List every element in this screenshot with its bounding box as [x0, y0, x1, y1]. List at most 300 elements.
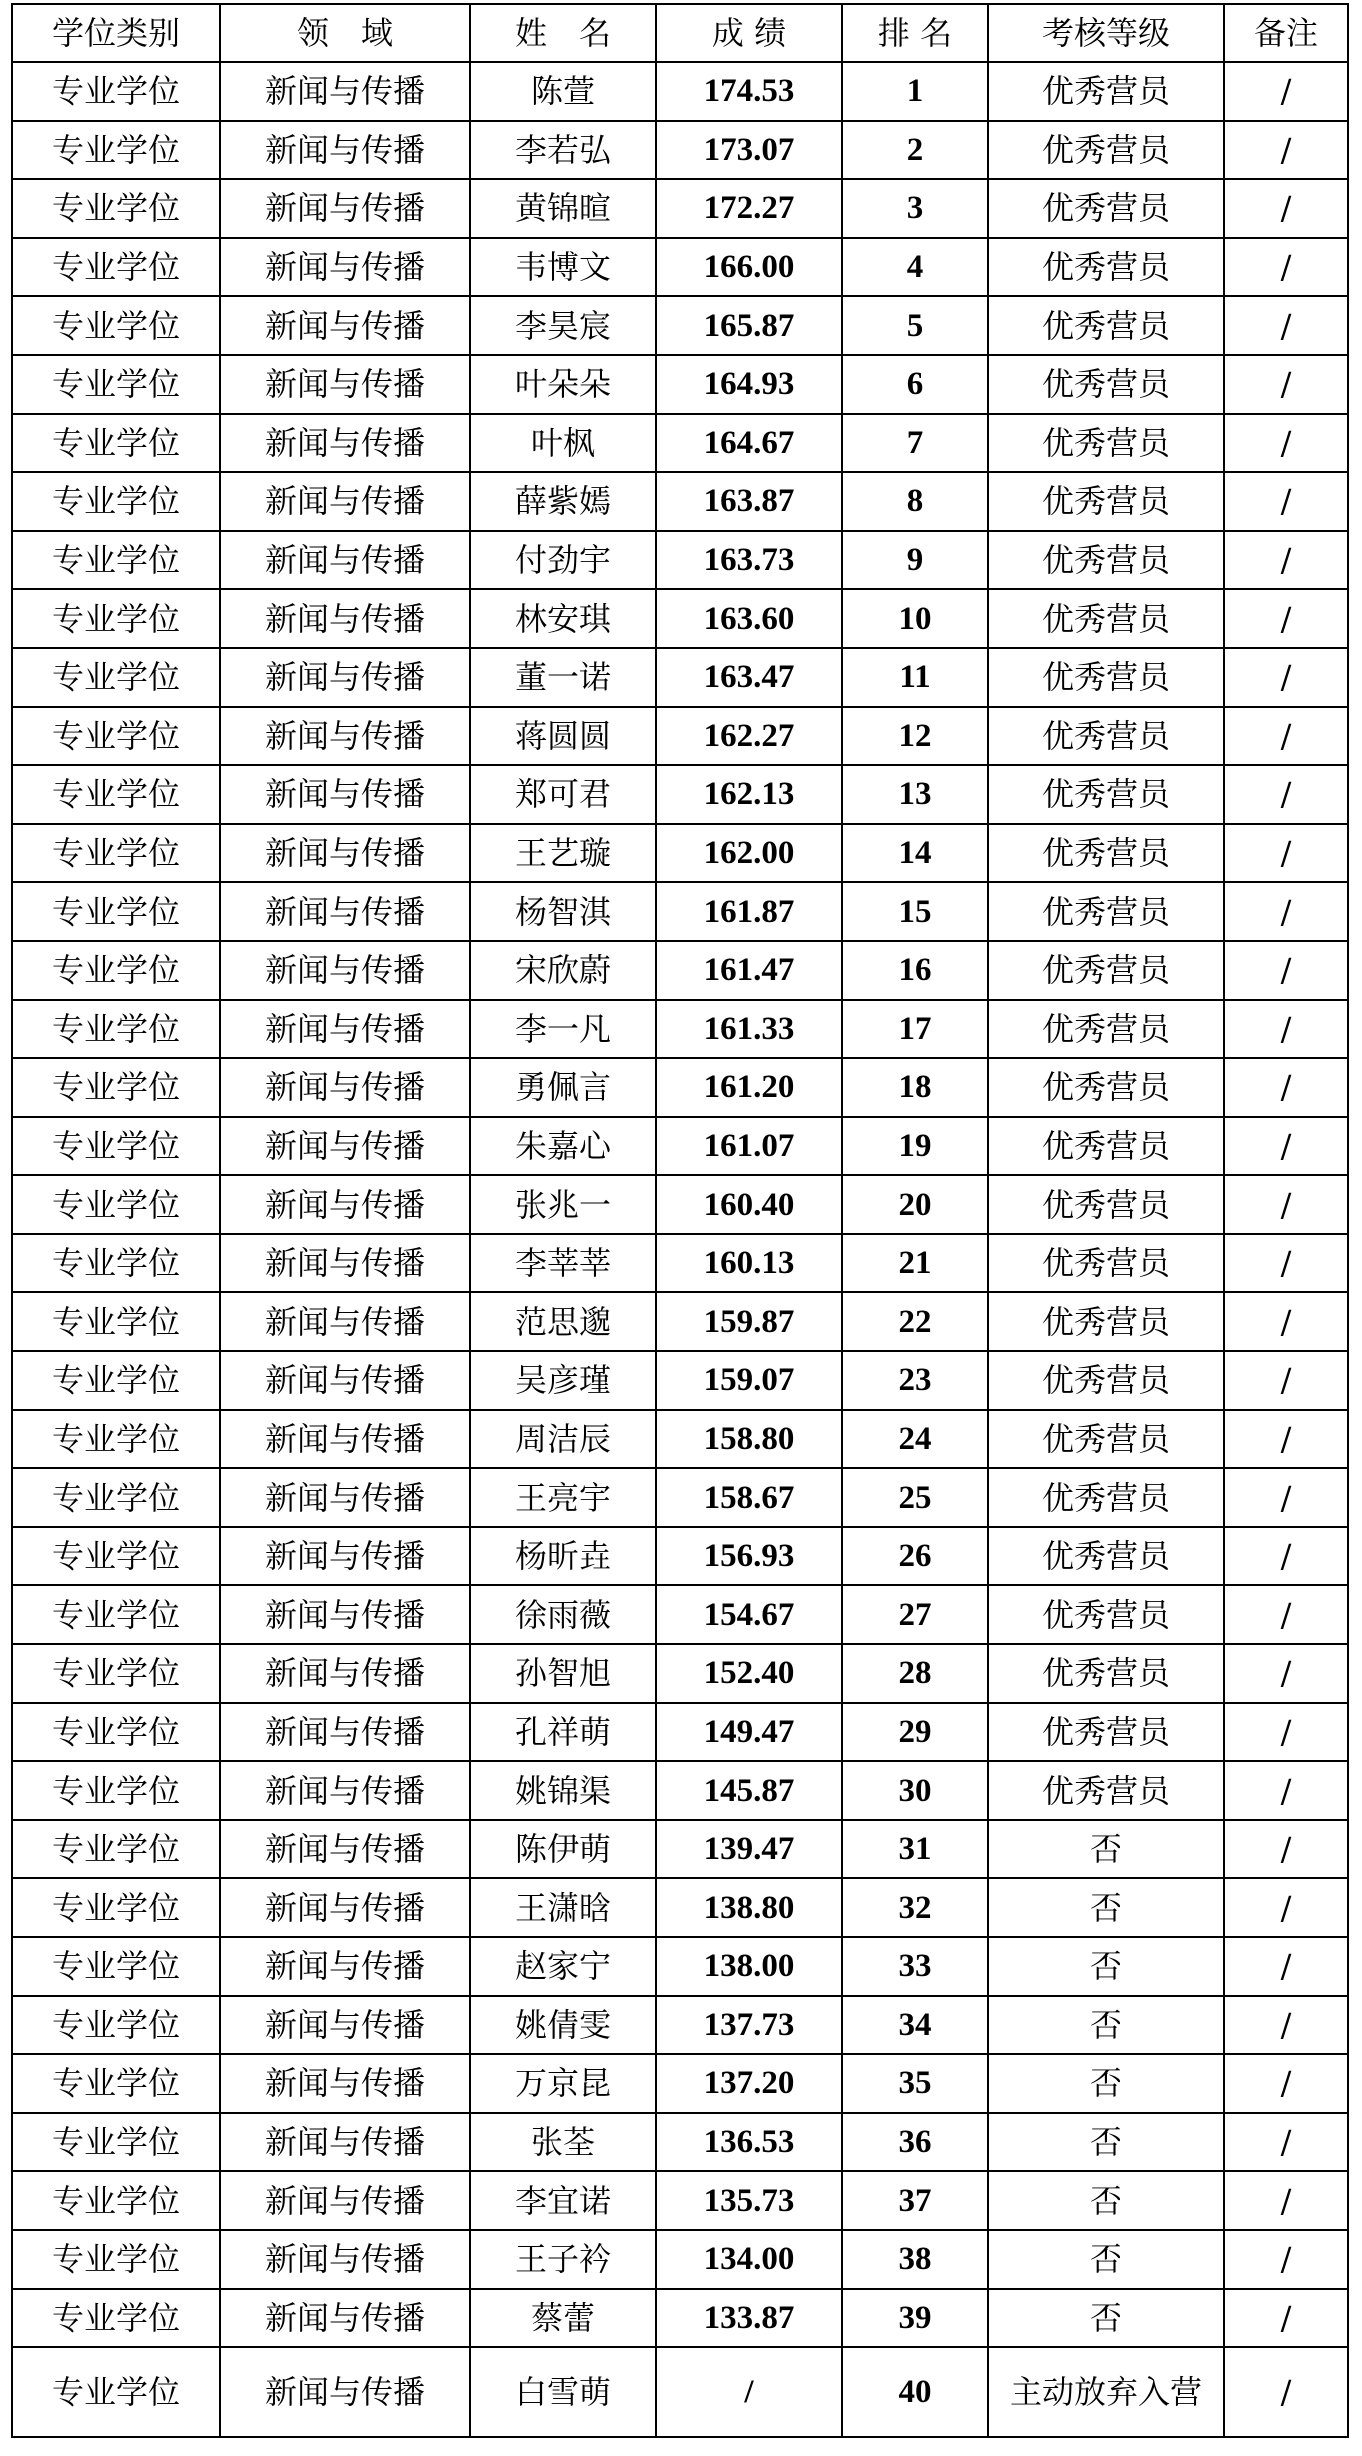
table-row: [12, 1878, 1348, 1937]
table-row: [12, 2289, 1348, 2348]
cell-rank: 30: [842, 1761, 988, 1820]
cell-note: /: [1224, 355, 1348, 414]
cell-name: 郑可君: [470, 765, 656, 824]
cell-field: 新闻与传播: [220, 1703, 470, 1762]
cell-note: /: [1224, 1996, 1348, 2055]
table-row: [12, 1937, 1348, 1996]
cell-score: 163.60: [656, 589, 842, 648]
cell-grade: 优秀营员: [988, 472, 1224, 531]
cell-rank: 34: [842, 1996, 988, 2055]
cell-rank: 1: [842, 62, 988, 121]
cell-note: /: [1224, 472, 1348, 531]
cell-score: 134.00: [656, 2230, 842, 2289]
cell-grade: 优秀营员: [988, 238, 1224, 297]
cell-rank: 31: [842, 1820, 988, 1879]
cell-rank: 6: [842, 355, 988, 414]
cell-note: /: [1224, 1644, 1348, 1703]
cell-note: /: [1224, 296, 1348, 355]
cell-field: 新闻与传播: [220, 355, 470, 414]
cell-field: 新闻与传播: [220, 179, 470, 238]
cell-score: 162.27: [656, 707, 842, 766]
table-row: [12, 1703, 1348, 1762]
cell-degree-type: 专业学位: [12, 1000, 220, 1059]
cell-score: 161.20: [656, 1058, 842, 1117]
cell-rank: 13: [842, 765, 988, 824]
cell-field: 新闻与传播: [220, 2054, 470, 2113]
cell-note: /: [1224, 1468, 1348, 1527]
cell-rank: 29: [842, 1703, 988, 1762]
cell-note: /: [1224, 2230, 1348, 2289]
cell-grade: 优秀营员: [988, 414, 1224, 473]
cell-score: 156.93: [656, 1527, 842, 1586]
header-field: 领 域: [220, 4, 470, 62]
table-row: [12, 355, 1348, 414]
cell-degree-type: 专业学位: [12, 707, 220, 766]
cell-note: /: [1224, 1175, 1348, 1234]
cell-note: /: [1224, 1820, 1348, 1879]
cell-note: /: [1224, 1761, 1348, 1820]
cell-field: 新闻与传播: [220, 1468, 470, 1527]
cell-degree-type: 专业学位: [12, 296, 220, 355]
cell-field: 新闻与传播: [220, 648, 470, 707]
cell-note: /: [1224, 707, 1348, 766]
cell-score: 172.27: [656, 179, 842, 238]
cell-name: 吴彦瑾: [470, 1351, 656, 1410]
table-row: [12, 1585, 1348, 1644]
cell-grade: 优秀营员: [988, 1585, 1224, 1644]
cell-degree-type: 专业学位: [12, 589, 220, 648]
cell-rank: 18: [842, 1058, 988, 1117]
cell-degree-type: 专业学位: [12, 531, 220, 590]
cell-score: 160.40: [656, 1175, 842, 1234]
cell-field: 新闻与传播: [220, 1937, 470, 1996]
cell-name: 李宜诺: [470, 2171, 656, 2230]
cell-name: 王潇晗: [470, 1878, 656, 1937]
cell-rank: 7: [842, 414, 988, 473]
cell-rank: 40: [842, 2347, 988, 2437]
cell-note: /: [1224, 1234, 1348, 1293]
cell-score: 162.00: [656, 824, 842, 883]
cell-field: 新闻与传播: [220, 238, 470, 297]
cell-rank: 25: [842, 1468, 988, 1527]
cell-name: 王艺璇: [470, 824, 656, 883]
cell-note: /: [1224, 1527, 1348, 1586]
cell-score: /: [656, 2347, 842, 2437]
cell-degree-type: 专业学位: [12, 2113, 220, 2172]
cell-field: 新闻与传播: [220, 472, 470, 531]
cell-degree-type: 专业学位: [12, 1703, 220, 1762]
cell-name: 杨智淇: [470, 882, 656, 941]
table-row: [12, 1117, 1348, 1176]
cell-field: 新闻与传播: [220, 296, 470, 355]
cell-degree-type: 专业学位: [12, 648, 220, 707]
cell-field: 新闻与传播: [220, 1527, 470, 1586]
cell-grade: 优秀营员: [988, 882, 1224, 941]
cell-field: 新闻与传播: [220, 2289, 470, 2348]
cell-name: 董一诺: [470, 648, 656, 707]
table-row: [12, 2230, 1348, 2289]
cell-name: 姚倩雯: [470, 1996, 656, 2055]
cell-rank: 19: [842, 1117, 988, 1176]
cell-grade: 优秀营员: [988, 824, 1224, 883]
cell-degree-type: 专业学位: [12, 2230, 220, 2289]
cell-note: /: [1224, 1703, 1348, 1762]
cell-degree-type: 专业学位: [12, 2054, 220, 2113]
table-row: [12, 765, 1348, 824]
table-row: [12, 2113, 1348, 2172]
table-row: [12, 1996, 1348, 2055]
table-row: [12, 941, 1348, 1000]
cell-score: 159.07: [656, 1351, 842, 1410]
cell-note: /: [1224, 121, 1348, 180]
cell-score: 136.53: [656, 2113, 842, 2172]
cell-score: 149.47: [656, 1703, 842, 1762]
cell-grade: 优秀营员: [988, 1000, 1224, 1059]
cell-degree-type: 专业学位: [12, 765, 220, 824]
cell-degree-type: 专业学位: [12, 2347, 220, 2437]
cell-grade: 优秀营员: [988, 1117, 1224, 1176]
cell-name: 朱嘉心: [470, 1117, 656, 1176]
cell-degree-type: 专业学位: [12, 1058, 220, 1117]
cell-name: 徐雨薇: [470, 1585, 656, 1644]
cell-grade: 优秀营员: [988, 1351, 1224, 1410]
cell-note: /: [1224, 941, 1348, 1000]
cell-score: 160.13: [656, 1234, 842, 1293]
cell-grade: 否: [988, 2171, 1224, 2230]
cell-note: /: [1224, 1585, 1348, 1644]
cell-grade: 优秀营员: [988, 765, 1224, 824]
cell-note: /: [1224, 765, 1348, 824]
cell-grade: 优秀营员: [988, 1761, 1224, 1820]
cell-score: 161.47: [656, 941, 842, 1000]
cell-rank: 12: [842, 707, 988, 766]
cell-name: 韦博文: [470, 238, 656, 297]
cell-note: /: [1224, 1000, 1348, 1059]
cell-rank: 3: [842, 179, 988, 238]
cell-grade: 否: [988, 2289, 1224, 2348]
cell-note: /: [1224, 2347, 1348, 2437]
cell-note: /: [1224, 2054, 1348, 2113]
cell-field: 新闻与传播: [220, 121, 470, 180]
cell-rank: 4: [842, 238, 988, 297]
cell-field: 新闻与传播: [220, 589, 470, 648]
cell-grade: 优秀营员: [988, 1234, 1224, 1293]
header-name: 姓 名: [470, 4, 656, 62]
cell-name: 张兆一: [470, 1175, 656, 1234]
cell-degree-type: 专业学位: [12, 1468, 220, 1527]
cell-score: 133.87: [656, 2289, 842, 2348]
cell-grade: 优秀营员: [988, 589, 1224, 648]
cell-field: 新闻与传播: [220, 1585, 470, 1644]
cell-grade: 优秀营员: [988, 1410, 1224, 1469]
cell-note: /: [1224, 1878, 1348, 1937]
table-row: [12, 179, 1348, 238]
cell-name: 付劲宇: [470, 531, 656, 590]
cell-name: 杨昕垚: [470, 1527, 656, 1586]
cell-note: /: [1224, 2289, 1348, 2348]
cell-rank: 2: [842, 121, 988, 180]
cell-degree-type: 专业学位: [12, 1585, 220, 1644]
cell-score: 161.07: [656, 1117, 842, 1176]
cell-field: 新闻与传播: [220, 62, 470, 121]
cell-degree-type: 专业学位: [12, 1410, 220, 1469]
cell-name: 姚锦渠: [470, 1761, 656, 1820]
cell-grade: 否: [988, 1820, 1224, 1879]
cell-name: 范思邈: [470, 1292, 656, 1351]
cell-degree-type: 专业学位: [12, 238, 220, 297]
header-row: [12, 4, 1348, 62]
cell-score: 162.13: [656, 765, 842, 824]
cell-degree-type: 专业学位: [12, 1820, 220, 1879]
cell-degree-type: 专业学位: [12, 2289, 220, 2348]
cell-grade: 否: [988, 2054, 1224, 2113]
cell-score: 159.87: [656, 1292, 842, 1351]
cell-name: 王亮宇: [470, 1468, 656, 1527]
cell-name: 李昊宸: [470, 296, 656, 355]
cell-rank: 17: [842, 1000, 988, 1059]
cell-field: 新闻与传播: [220, 1117, 470, 1176]
cell-grade: 优秀营员: [988, 355, 1224, 414]
cell-rank: 24: [842, 1410, 988, 1469]
cell-score: 139.47: [656, 1820, 842, 1879]
table-row: [12, 62, 1348, 121]
cell-degree-type: 专业学位: [12, 1761, 220, 1820]
header-grade: 考核等级: [988, 4, 1224, 62]
cell-note: /: [1224, 179, 1348, 238]
cell-name: 陈萱: [470, 62, 656, 121]
ranking-table: [11, 3, 1349, 2438]
cell-degree-type: 专业学位: [12, 1644, 220, 1703]
cell-score: 154.67: [656, 1585, 842, 1644]
cell-score: 165.87: [656, 296, 842, 355]
cell-rank: 14: [842, 824, 988, 883]
cell-score: 166.00: [656, 238, 842, 297]
cell-degree-type: 专业学位: [12, 1175, 220, 1234]
cell-degree-type: 专业学位: [12, 472, 220, 531]
cell-field: 新闻与传播: [220, 2347, 470, 2437]
cell-field: 新闻与传播: [220, 941, 470, 1000]
cell-rank: 16: [842, 941, 988, 1000]
cell-degree-type: 专业学位: [12, 1117, 220, 1176]
cell-grade: 优秀营员: [988, 707, 1224, 766]
table-row: [12, 1468, 1348, 1527]
table-row: [12, 1351, 1348, 1410]
cell-rank: 20: [842, 1175, 988, 1234]
cell-score: 174.53: [656, 62, 842, 121]
cell-degree-type: 专业学位: [12, 1234, 220, 1293]
cell-note: /: [1224, 1410, 1348, 1469]
cell-field: 新闻与传播: [220, 1058, 470, 1117]
cell-note: /: [1224, 824, 1348, 883]
cell-name: 李一凡: [470, 1000, 656, 1059]
cell-name: 李若弘: [470, 121, 656, 180]
cell-name: 孔祥萌: [470, 1703, 656, 1762]
cell-field: 新闻与传播: [220, 1410, 470, 1469]
cell-field: 新闻与传播: [220, 1175, 470, 1234]
cell-note: /: [1224, 531, 1348, 590]
cell-field: 新闻与传播: [220, 1761, 470, 1820]
cell-note: /: [1224, 2113, 1348, 2172]
cell-grade: 优秀营员: [988, 121, 1224, 180]
cell-grade: 否: [988, 1996, 1224, 2055]
cell-score: 163.87: [656, 472, 842, 531]
cell-score: 138.00: [656, 1937, 842, 1996]
table-row: [12, 824, 1348, 883]
cell-field: 新闻与传播: [220, 1878, 470, 1937]
table-row: [12, 472, 1348, 531]
cell-note: /: [1224, 1292, 1348, 1351]
cell-note: /: [1224, 62, 1348, 121]
cell-grade: 否: [988, 1937, 1224, 1996]
cell-score: 161.33: [656, 1000, 842, 1059]
cell-grade: 优秀营员: [988, 1703, 1224, 1762]
cell-grade: 优秀营员: [988, 62, 1224, 121]
cell-grade: 优秀营员: [988, 531, 1224, 590]
cell-name: 勇佩言: [470, 1058, 656, 1117]
cell-field: 新闻与传播: [220, 2171, 470, 2230]
cell-score: 152.40: [656, 1644, 842, 1703]
cell-score: 138.80: [656, 1878, 842, 1937]
cell-name: 叶枫: [470, 414, 656, 473]
cell-note: /: [1224, 1058, 1348, 1117]
cell-score: 135.73: [656, 2171, 842, 2230]
table-row: [12, 648, 1348, 707]
cell-note: /: [1224, 1117, 1348, 1176]
cell-field: 新闻与传播: [220, 824, 470, 883]
cell-field: 新闻与传播: [220, 2113, 470, 2172]
cell-rank: 9: [842, 531, 988, 590]
cell-grade: 优秀营员: [988, 648, 1224, 707]
cell-name: 黄锦暄: [470, 179, 656, 238]
cell-score: 145.87: [656, 1761, 842, 1820]
cell-name: 王子衿: [470, 2230, 656, 2289]
cell-score: 137.20: [656, 2054, 842, 2113]
table-row: [12, 531, 1348, 590]
cell-rank: 10: [842, 589, 988, 648]
cell-field: 新闻与传播: [220, 1351, 470, 1410]
cell-rank: 36: [842, 2113, 988, 2172]
table-row: [12, 1410, 1348, 1469]
cell-field: 新闻与传播: [220, 1820, 470, 1879]
table-row: [12, 1058, 1348, 1117]
table-row: [12, 1761, 1348, 1820]
cell-degree-type: 专业学位: [12, 414, 220, 473]
table-row: [12, 2171, 1348, 2230]
cell-degree-type: 专业学位: [12, 2171, 220, 2230]
cell-field: 新闻与传播: [220, 1234, 470, 1293]
cell-name: 蔡蕾: [470, 2289, 656, 2348]
cell-grade: 否: [988, 2113, 1224, 2172]
cell-name: 陈伊萌: [470, 1820, 656, 1879]
table-row: [12, 1000, 1348, 1059]
cell-grade: 优秀营员: [988, 1292, 1224, 1351]
table-row: [12, 707, 1348, 766]
cell-name: 张荃: [470, 2113, 656, 2172]
cell-degree-type: 专业学位: [12, 121, 220, 180]
cell-rank: 26: [842, 1527, 988, 1586]
cell-field: 新闻与传播: [220, 1000, 470, 1059]
cell-degree-type: 专业学位: [12, 1996, 220, 2055]
table-row: [12, 2347, 1348, 2437]
cell-grade: 否: [988, 1878, 1224, 1937]
cell-rank: 32: [842, 1878, 988, 1937]
cell-field: 新闻与传播: [220, 1644, 470, 1703]
header-note: 备注: [1224, 4, 1348, 62]
cell-rank: 22: [842, 1292, 988, 1351]
table-row: [12, 238, 1348, 297]
cell-degree-type: 专业学位: [12, 824, 220, 883]
table-row: [12, 589, 1348, 648]
table-row: [12, 2054, 1348, 2113]
cell-note: /: [1224, 1351, 1348, 1410]
cell-grade: 否: [988, 2230, 1224, 2289]
cell-degree-type: 专业学位: [12, 1351, 220, 1410]
cell-degree-type: 专业学位: [12, 355, 220, 414]
cell-degree-type: 专业学位: [12, 1878, 220, 1937]
cell-rank: 28: [842, 1644, 988, 1703]
cell-note: /: [1224, 589, 1348, 648]
table-row: [12, 1234, 1348, 1293]
cell-name: 万京昆: [470, 2054, 656, 2113]
cell-rank: 33: [842, 1937, 988, 1996]
cell-degree-type: 专业学位: [12, 941, 220, 1000]
cell-grade: 优秀营员: [988, 296, 1224, 355]
cell-degree-type: 专业学位: [12, 62, 220, 121]
cell-rank: 11: [842, 648, 988, 707]
cell-note: /: [1224, 882, 1348, 941]
cell-score: 173.07: [656, 121, 842, 180]
table-row: [12, 121, 1348, 180]
cell-degree-type: 专业学位: [12, 1937, 220, 1996]
cell-score: 137.73: [656, 1996, 842, 2055]
cell-name: 周洁辰: [470, 1410, 656, 1469]
cell-degree-type: 专业学位: [12, 179, 220, 238]
cell-field: 新闻与传播: [220, 414, 470, 473]
cell-degree-type: 专业学位: [12, 1527, 220, 1586]
table-row: [12, 1527, 1348, 1586]
header-rank: 排 名: [842, 4, 988, 62]
cell-field: 新闻与传播: [220, 707, 470, 766]
cell-note: /: [1224, 2171, 1348, 2230]
cell-name: 薛紫嫣: [470, 472, 656, 531]
cell-rank: 21: [842, 1234, 988, 1293]
cell-name: 赵家宁: [470, 1937, 656, 1996]
cell-rank: 8: [842, 472, 988, 531]
cell-score: 163.47: [656, 648, 842, 707]
table-row: [12, 1820, 1348, 1879]
cell-field: 新闻与传播: [220, 2230, 470, 2289]
cell-rank: 37: [842, 2171, 988, 2230]
table-row: [12, 296, 1348, 355]
cell-grade: 主动放弃入营: [988, 2347, 1224, 2437]
cell-degree-type: 专业学位: [12, 882, 220, 941]
cell-name: 蒋圆圆: [470, 707, 656, 766]
cell-rank: 15: [842, 882, 988, 941]
cell-grade: 优秀营员: [988, 1644, 1224, 1703]
cell-field: 新闻与传播: [220, 882, 470, 941]
cell-note: /: [1224, 414, 1348, 473]
cell-name: 林安琪: [470, 589, 656, 648]
cell-rank: 5: [842, 296, 988, 355]
cell-score: 158.80: [656, 1410, 842, 1469]
cell-field: 新闻与传播: [220, 765, 470, 824]
header-score: 成 绩: [656, 4, 842, 62]
cell-name: 叶朵朵: [470, 355, 656, 414]
cell-score: 158.67: [656, 1468, 842, 1527]
cell-note: /: [1224, 648, 1348, 707]
cell-rank: 35: [842, 2054, 988, 2113]
cell-grade: 优秀营员: [988, 941, 1224, 1000]
